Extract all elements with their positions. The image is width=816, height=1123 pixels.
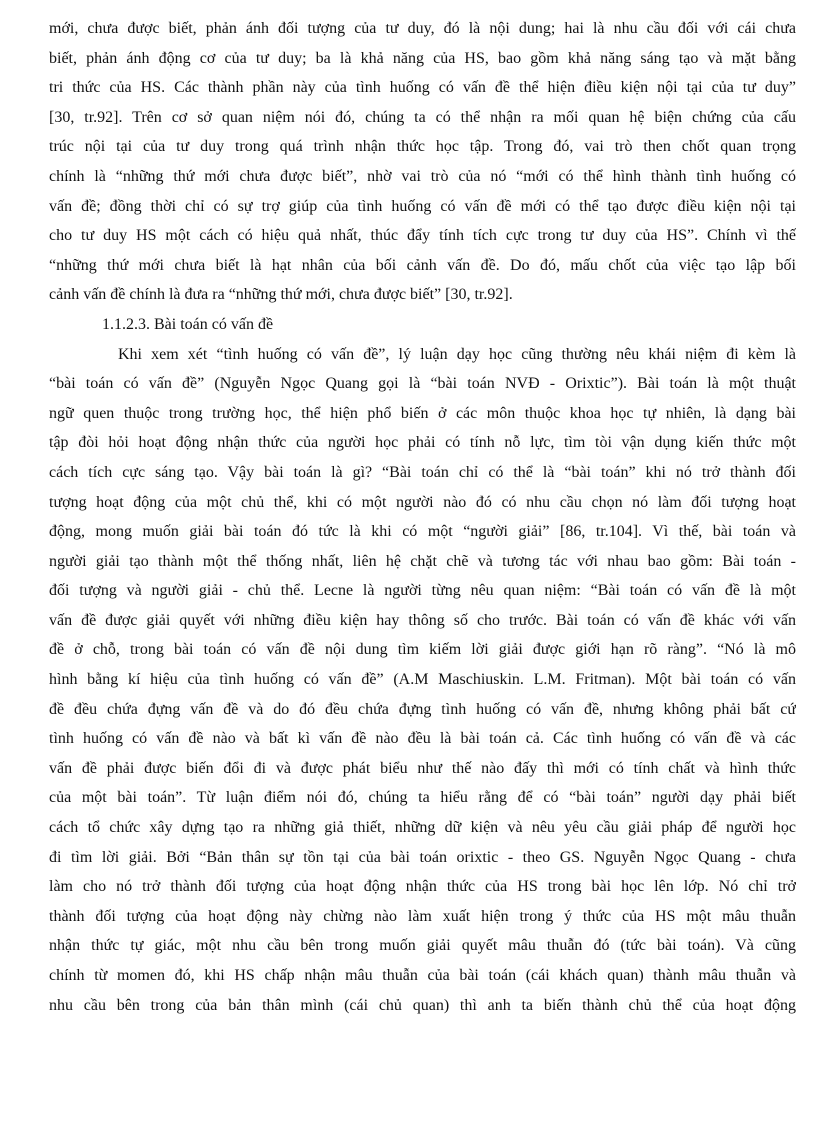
text-line: thành đối tượng của hoạt động này chừng nào làm xuất hiện trong ý thức của HS một mâu thuẫn	[49, 907, 796, 925]
text-line: vấn đề; đồng thời chỉ có sự trợ giúp của tình huống có vấn đề mới có thể tạo được điều kiện nội tại	[49, 197, 796, 215]
text-line: làm cho nó trở thành đối tượng của hoạt động nhận thức của HS trong bài học lên lớp. Nó chỉ trở	[49, 878, 796, 896]
text-line: của một bài toán”. Từ luận điểm nói đó, chúng ta hiểu rằng để có “bài toán” người dạy phải biết	[49, 789, 796, 807]
text-line: tập đòi hỏi hoạt động nhận thức của người học phải có tính nỗ lực, tìm tòi vận dụng kiến thức một	[49, 434, 796, 452]
section-heading: 1.1.2.3. Bài toán có vấn đề	[102, 315, 274, 333]
text-line: tri thức của HS. Các thành phần này của tình huống có vấn đề thể hiện điều kiện nội tại của tư duy”	[49, 79, 796, 97]
document-page	[49, 14, 796, 1020]
text-line: vấn đề phải được biến đổi đi và được phát biểu như thế nào đấy thì mới có tính chất và hình thức	[49, 759, 796, 777]
text-line: hình bằng kí hiệu của tình huống có vấn đề” (A.M Maschiuskin. L.M. Fritman). Một bài toán có vấn	[49, 671, 796, 689]
text-line: động, mong muốn giải bài toán đó tức là khi có một “người giải” [86, tr.104]. Vì thế, bài toán và	[49, 523, 796, 541]
text-line: “bài toán có vấn đề” (Nguyễn Ngọc Quang gọi là “bài toán NVĐ - Orixtic”). Bài toán là một thuật	[49, 375, 796, 393]
text-line: trúc nội tại của tư duy trong quá trình nhận thức học tập. Trong đó, vai trò then chốt quan trọng	[49, 138, 796, 156]
text-line: tình huống có vấn đề nào và bất kì vấn đề nào đều là bài toán cả. Các tình huống có vấn đề và các	[49, 730, 796, 748]
text-line: [30, tr.92]. Trên cơ sở quan niệm nói đó, chúng ta có thể nhận ra mối quan hệ biện chứng của cấu	[49, 108, 796, 126]
text-line: ngữ quen thuộc trong trường học, thể hiện phổ biến ở các môn thuộc khoa học tự nhiên, là dạng bài	[49, 404, 796, 422]
text-line: người giải tạo thành một thể thống nhất, liên hệ chặt chẽ và tương tác với nhau bao gồm: Bài toán -	[49, 552, 796, 570]
text-line: cách tổ chức xây dựng tạo ra những giả thiết, những dữ kiện và nêu yêu cầu giải pháp để người học	[49, 819, 796, 837]
text-line: vấn đề được giải quyết với những điều kiện hay thông số cho trước. Bài toán có vấn đề khác với vấn	[49, 611, 796, 629]
text-line: đi tìm lời giải. Bởi “Bản thân sự tồn tại của bài toán orixtic - theo GS. Nguyễn Ngọc Quang - chưa	[49, 848, 796, 866]
text-line: đề đều chứa đựng vấn đề và do đó đều chứa đựng tình huống có vấn đề, nhưng không phải bất cứ	[49, 700, 796, 718]
paragraph-continuation	[49, 14, 796, 310]
text-line: cách tích cực sáng tạo. Vậy bài toán là gì? “Bài toán chỉ có thể là “bài toán” khi nó trở thành đối	[49, 463, 796, 481]
text-line: đối tượng và người giải - chủ thể. Lecne là người từng nêu quan niệm: “Bài toán có vấn đề là một	[49, 582, 796, 600]
text-line: biết, phản ánh động cơ của tư duy; ba là khả năng của HS, bao gồm khả năng sáng tạo và mặt bằng	[49, 49, 796, 67]
text-line: chính từ momen đó, khi HS chấp nhận mâu thuẫn của bài toán (cái khách quan) thành mâu thuẫn và	[49, 967, 796, 984]
text-line: Khi xem xét “tình huống có vấn đề”, lý luận dạy học cũng thường nêu khái niệm đi kèm là	[118, 345, 796, 363]
text-line: mới, chưa được biết, phản ánh đối tượng của tư duy, đó là nội dung; hai là nhu cầu đối với cái chưa	[49, 20, 796, 37]
text-line: nhận thức tự giác, một nhu cầu bên trong muốn giải quyết mâu thuẫn đó (tức bài toán). Và cũng	[49, 937, 796, 955]
text-line: nhu cầu bên trong của bản thân mình (cái chủ quan) thì anh ta biến thành chủ thể của hoạt động	[49, 996, 796, 1014]
paragraph-body	[49, 340, 796, 1021]
text-line: đề ở chỗ, trong bài toán có vấn đề nội dung tìm kiếm lời giải được giới hạn rõ ràng”. “Nó là mô	[49, 641, 796, 659]
text-line: cho tư duy HS một cách có hiệu quả nhất, thúc đẩy tính tích cực trong tư duy của HS”. Chính vì thế	[49, 227, 796, 245]
text-line: chính là “những thứ mới chưa được biết”, nhờ vai trò của nó “mới có thể hình thành tình huống có	[49, 167, 796, 185]
text-line: “những thứ mới chưa biết là hạt nhân của bối cảnh vấn đề. Do đó, mấu chốt của việc tạo lập bối	[49, 256, 796, 274]
text-line: tượng hoạt động của một chủ thể, khi có một người nào đó có nhu cầu chọn nó làm đối tượng hoạt	[49, 493, 796, 511]
text-line: cảnh vấn đề chính là đưa ra “những thứ mới, chưa được biết” [30, tr.92].	[49, 286, 513, 304]
